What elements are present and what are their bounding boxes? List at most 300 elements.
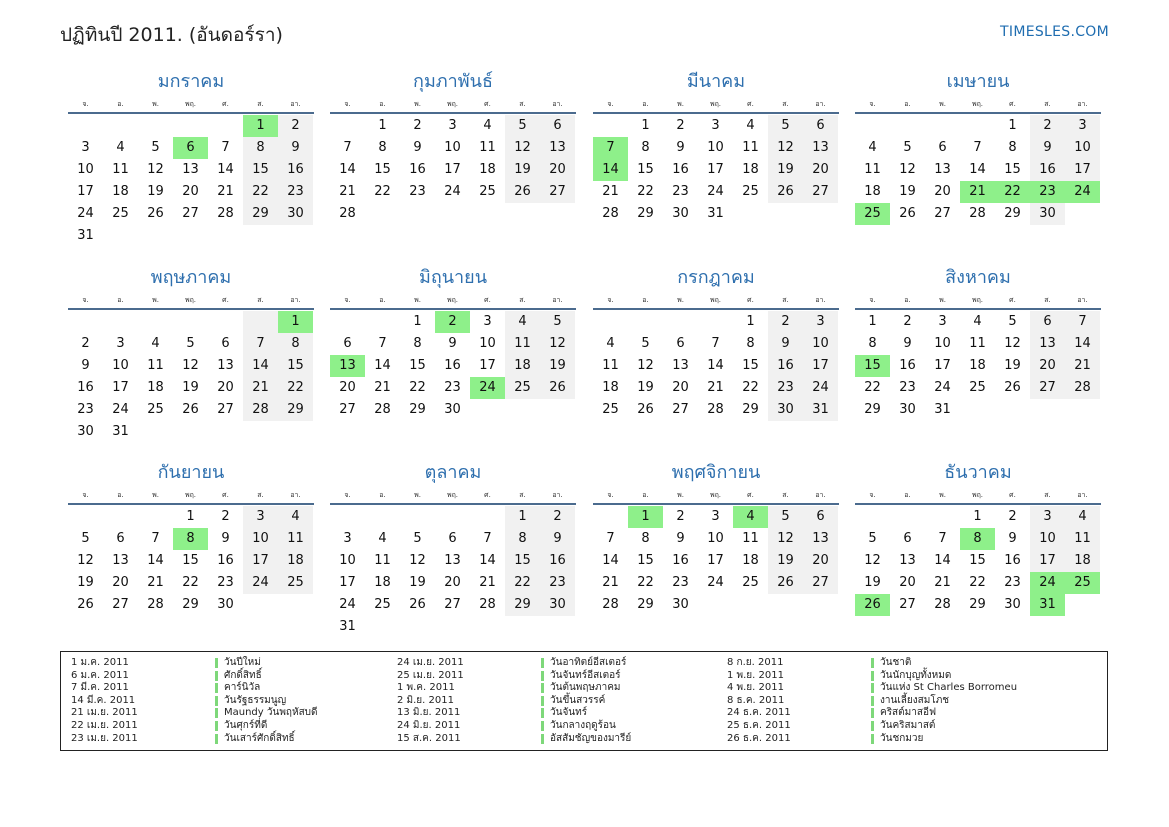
day-cell: 15 — [182, 553, 199, 568]
day-cell: 25 — [855, 203, 890, 225]
weekday-label: ศ. — [747, 296, 754, 304]
weekday-label: อา. — [290, 491, 301, 499]
day-cell: 14 — [1065, 333, 1100, 355]
day-cell: 28 — [934, 597, 951, 612]
day-cell: 11 — [479, 140, 496, 155]
day-cell: 15 — [742, 358, 759, 373]
day-cell: 10 — [77, 162, 94, 177]
weekday-label: จ. — [82, 296, 89, 304]
empty-cell — [540, 616, 575, 638]
day-cell: 30 — [1030, 203, 1065, 225]
day-cell: 11 — [374, 553, 391, 568]
weekday-label: พ. — [152, 100, 159, 108]
holiday-name: วันแห่ง St Charles Borromeu — [880, 682, 1018, 694]
day-cell: 18 — [278, 550, 313, 572]
weekday-label: ส. — [519, 491, 526, 499]
day-cell: 27 — [803, 181, 838, 203]
day-cell: 14 — [217, 162, 234, 177]
day-cell: 27 — [934, 206, 951, 221]
day-cell: 18 — [505, 355, 540, 377]
day-cell: 15 — [1004, 162, 1021, 177]
month-title: เมษายน — [946, 71, 1010, 92]
empty-cell — [540, 399, 575, 421]
day-cell: 7 — [483, 531, 492, 546]
day-grid — [855, 310, 1100, 421]
month-calendar — [330, 266, 576, 421]
weekday-header — [330, 98, 576, 114]
months-grid — [68, 70, 1102, 650]
day-cell: 17 — [1030, 550, 1065, 572]
day-cell: 14 — [243, 355, 278, 377]
weekday-label: พฤ. — [971, 100, 984, 108]
holiday-row — [397, 670, 631, 683]
day-cell: 21 — [1065, 355, 1100, 377]
day-cell: 8 — [1008, 140, 1017, 155]
day-cell: 17 — [707, 162, 724, 177]
holiday-marker — [871, 708, 874, 718]
day-cell: 25 — [147, 402, 164, 417]
day-cell: 13 — [540, 137, 575, 159]
day-cell: 26 — [505, 181, 540, 203]
weekday-label: จ. — [344, 296, 351, 304]
month-calendar — [68, 461, 314, 616]
empty-cell — [505, 399, 540, 421]
day-cell: 10 — [707, 140, 724, 155]
day-cell: 26 — [768, 572, 803, 594]
day-cell: 7 — [221, 140, 230, 155]
weekday-header — [593, 98, 839, 114]
holiday-row — [397, 657, 631, 670]
weekday-header — [330, 489, 576, 505]
day-cell: 1 — [746, 314, 755, 329]
day-cell: 24 — [243, 572, 278, 594]
holiday-date: 7 มี.ค. 2011 — [71, 682, 129, 694]
day-cell: 27 — [803, 572, 838, 594]
day-cell: 2 — [413, 118, 422, 133]
day-cell: 11 — [1065, 528, 1100, 550]
day-cell: 24 — [707, 184, 724, 199]
day-cell: 20 — [444, 575, 461, 590]
day-cell: 5 — [641, 336, 650, 351]
day-cell: 24 — [707, 575, 724, 590]
weekday-header — [855, 98, 1101, 114]
day-cell: 28 — [217, 206, 234, 221]
day-cell: 22 — [182, 575, 199, 590]
weekday-label: พฤ. — [184, 296, 197, 304]
day-cell: 3 — [116, 336, 125, 351]
empty-cell — [208, 311, 243, 333]
day-cell: 1 — [973, 509, 982, 524]
day-cell: 9 — [448, 336, 457, 351]
holiday-marker — [215, 683, 218, 693]
weekday-label: อ. — [117, 100, 124, 108]
day-cell: 10 — [444, 140, 461, 155]
empty-cell — [365, 506, 400, 528]
day-cell: 26 — [409, 597, 426, 612]
day-cell: 17 — [444, 162, 461, 177]
day-cell: 24 — [339, 597, 356, 612]
day-cell: 10 — [1030, 528, 1065, 550]
empty-cell — [173, 115, 208, 137]
day-cell: 31 — [112, 424, 129, 439]
day-grid — [330, 310, 575, 421]
holiday-name: อัสสัมชัญของมารีย์ — [550, 732, 632, 744]
day-cell: 3 — [448, 118, 457, 133]
day-cell: 23 — [1030, 181, 1065, 203]
day-cell: 20 — [182, 184, 199, 199]
brand-link[interactable]: TIMESLES.COM — [1000, 24, 1109, 40]
empty-cell — [470, 616, 505, 638]
weekday-label: อ. — [904, 296, 911, 304]
day-cell: 5 — [1008, 314, 1017, 329]
day-cell: 7 — [343, 140, 352, 155]
day-cell: 17 — [707, 553, 724, 568]
weekday-label: ศ. — [1009, 491, 1016, 499]
day-cell: 22 — [969, 575, 986, 590]
empty-cell — [208, 421, 243, 443]
day-grid — [330, 505, 575, 638]
day-cell: 13 — [803, 528, 838, 550]
day-cell: 12 — [899, 162, 916, 177]
day-cell: 3 — [243, 506, 278, 528]
day-cell: 1 — [641, 118, 650, 133]
holiday-column — [397, 657, 631, 745]
day-cell: 11 — [278, 528, 313, 550]
day-cell: 10 — [934, 336, 951, 351]
holiday-name: วันอาทิตย์อีสเตอร์ — [550, 657, 627, 668]
weekday-label: พฤ. — [184, 100, 197, 108]
day-cell: 1 — [243, 115, 278, 137]
day-cell: 2 — [81, 336, 90, 351]
empty-cell — [698, 594, 733, 616]
day-cell: 21 — [339, 184, 356, 199]
holiday-name: วันขึ้นสวรรค์ — [550, 694, 606, 706]
day-cell: 19 — [505, 159, 540, 181]
day-cell: 19 — [637, 380, 654, 395]
holiday-date: 1 พ.ย. 2011 — [727, 669, 784, 681]
month-title: ธันวาคม — [944, 462, 1012, 483]
weekday-label: ส. — [257, 100, 264, 108]
weekday-label: อ. — [379, 296, 386, 304]
day-cell: 16 — [540, 550, 575, 572]
holiday-marker — [541, 696, 544, 706]
empty-cell — [243, 311, 278, 333]
day-cell: 29 — [969, 597, 986, 612]
empty-cell — [400, 616, 435, 638]
day-cell: 7 — [938, 531, 947, 546]
holiday-row — [727, 670, 1017, 683]
holiday-row — [397, 707, 631, 720]
day-cell: 20 — [803, 159, 838, 181]
day-cell: 3 — [938, 314, 947, 329]
day-cell: 12 — [505, 137, 540, 159]
day-cell: 21 — [960, 181, 995, 203]
day-cell: 12 — [182, 358, 199, 373]
holiday-marker — [541, 658, 544, 668]
day-cell: 19 — [147, 184, 164, 199]
day-grid — [68, 114, 313, 247]
day-cell: 4 — [378, 531, 387, 546]
empty-cell — [138, 311, 173, 333]
day-cell: 14 — [602, 553, 619, 568]
empty-cell — [855, 506, 890, 528]
empty-cell — [960, 399, 995, 421]
holiday-date: 25 เม.ย. 2011 — [397, 669, 464, 681]
day-cell: 30 — [77, 424, 94, 439]
weekday-label: จ. — [344, 100, 351, 108]
day-cell: 13 — [217, 358, 234, 373]
day-cell: 11 — [505, 333, 540, 355]
day-cell: 27 — [899, 597, 916, 612]
day-cell: 1 — [413, 314, 422, 329]
month-title: กันยายน — [157, 462, 225, 483]
holiday-date: 14 มี.ค. 2011 — [71, 694, 136, 706]
holiday-marker — [871, 696, 874, 706]
day-cell: 2 — [278, 115, 313, 137]
weekday-label: จ. — [607, 100, 614, 108]
day-cell: 10 — [479, 336, 496, 351]
empty-cell — [138, 225, 173, 247]
holiday-marker — [215, 708, 218, 718]
day-cell: 9 — [278, 137, 313, 159]
weekday-header — [68, 98, 314, 114]
day-cell: 18 — [742, 553, 759, 568]
day-cell: 17 — [803, 355, 838, 377]
weekday-label: อ. — [379, 100, 386, 108]
day-cell: 8 — [960, 528, 995, 550]
day-cell: 23 — [672, 575, 689, 590]
weekday-label: พ. — [414, 296, 421, 304]
day-cell: 23 — [1004, 575, 1021, 590]
empty-cell — [208, 225, 243, 247]
weekday-label: อ. — [642, 296, 649, 304]
weekday-header — [593, 294, 839, 310]
day-cell: 10 — [339, 553, 356, 568]
day-cell: 5 — [868, 531, 877, 546]
holiday-date: 26 ธ.ค. 2011 — [727, 732, 791, 744]
day-cell: 26 — [147, 206, 164, 221]
holiday-row — [71, 720, 318, 733]
day-cell: 24 — [1030, 572, 1065, 594]
month-title: ตุลาคม — [424, 462, 482, 483]
weekday-label: ศ. — [222, 491, 229, 499]
empty-cell — [470, 506, 505, 528]
day-cell: 3 — [81, 140, 90, 155]
weekday-header — [68, 294, 314, 310]
day-cell: 5 — [768, 506, 803, 528]
holiday-marker — [871, 683, 874, 693]
month-calendar — [593, 70, 839, 225]
weekday-label: พ. — [677, 491, 684, 499]
day-grid — [593, 310, 838, 421]
holiday-date: 15 ส.ค. 2011 — [397, 732, 461, 744]
day-cell: 3 — [711, 118, 720, 133]
weekday-label: อา. — [1077, 100, 1088, 108]
day-cell: 6 — [938, 140, 947, 155]
empty-cell — [628, 311, 663, 333]
day-cell: 6 — [903, 531, 912, 546]
day-cell: 16 — [672, 162, 689, 177]
empty-cell — [593, 311, 628, 333]
day-cell: 8 — [868, 336, 877, 351]
day-cell: 27 — [1030, 377, 1065, 399]
weekday-label: พ. — [414, 100, 421, 108]
day-cell: 28 — [243, 399, 278, 421]
weekday-label: จ. — [82, 491, 89, 499]
day-cell: 7 — [973, 140, 982, 155]
day-cell: 3 — [803, 311, 838, 333]
day-cell: 24 — [934, 380, 951, 395]
empty-cell — [138, 115, 173, 137]
day-cell: 31 — [77, 228, 94, 243]
empty-cell — [1065, 594, 1100, 616]
empty-cell — [1030, 399, 1065, 421]
day-cell: 9 — [1030, 137, 1065, 159]
month-title: กุมภาพันธ์ — [413, 71, 493, 92]
holiday-row — [727, 707, 1017, 720]
day-cell: 29 — [409, 402, 426, 417]
day-cell: 21 — [243, 377, 278, 399]
empty-cell — [698, 311, 733, 333]
empty-cell — [103, 115, 138, 137]
weekday-label: อา. — [552, 296, 563, 304]
empty-cell — [1065, 203, 1100, 225]
day-cell: 4 — [746, 118, 755, 133]
weekday-label: จ. — [869, 100, 876, 108]
day-cell: 29 — [742, 402, 759, 417]
day-cell: 20 — [1030, 355, 1065, 377]
day-cell: 20 — [899, 575, 916, 590]
day-cell: 20 — [672, 380, 689, 395]
day-cell: 12 — [409, 553, 426, 568]
day-cell: 19 — [409, 575, 426, 590]
day-cell: 16 — [768, 355, 803, 377]
day-cell: 23 — [77, 402, 94, 417]
holiday-date: 8 ก.ย. 2011 — [727, 657, 784, 668]
day-cell: 11 — [864, 162, 881, 177]
day-cell: 8 — [413, 336, 422, 351]
weekday-label: ส. — [519, 100, 526, 108]
holiday-date: 1 พ.ค. 2011 — [397, 682, 455, 694]
day-cell: 9 — [81, 358, 90, 373]
weekday-header — [855, 489, 1101, 505]
weekday-label: อ. — [904, 100, 911, 108]
day-cell: 9 — [540, 528, 575, 550]
day-cell: 9 — [903, 336, 912, 351]
day-cell: 4 — [1065, 506, 1100, 528]
day-cell: 12 — [768, 137, 803, 159]
day-cell: 19 — [768, 159, 803, 181]
day-cell: 13 — [182, 162, 199, 177]
day-cell: 30 — [444, 402, 461, 417]
month-calendar — [330, 70, 576, 225]
holiday-row — [397, 695, 631, 708]
weekday-header — [330, 294, 576, 310]
holiday-row — [727, 720, 1017, 733]
weekday-label: ศ. — [484, 491, 491, 499]
day-cell: 5 — [540, 311, 575, 333]
empty-cell — [925, 115, 960, 137]
empty-cell — [960, 115, 995, 137]
empty-cell — [435, 616, 470, 638]
day-cell: 20 — [339, 380, 356, 395]
holiday-row — [727, 695, 1017, 708]
empty-cell — [733, 203, 768, 225]
empty-cell — [103, 311, 138, 333]
day-cell: 24 — [77, 206, 94, 221]
empty-cell — [768, 594, 803, 616]
holiday-row — [397, 682, 631, 695]
holiday-marker — [215, 734, 218, 744]
day-cell: 30 — [768, 399, 803, 421]
day-cell: 28 — [339, 206, 356, 221]
weekday-header — [68, 489, 314, 505]
day-cell: 16 — [1004, 553, 1021, 568]
weekday-label: อา. — [1077, 491, 1088, 499]
holiday-name: ศักดิ์สิทธิ์ — [224, 669, 262, 681]
month-calendar — [330, 461, 576, 638]
day-cell: 18 — [112, 184, 129, 199]
day-cell: 13 — [803, 137, 838, 159]
holiday-row — [727, 733, 1017, 746]
day-cell: 14 — [479, 553, 496, 568]
day-cell: 16 — [899, 358, 916, 373]
day-cell: 7 — [378, 336, 387, 351]
day-cell: 16 — [409, 162, 426, 177]
day-cell: 9 — [221, 531, 230, 546]
weekday-label: พ. — [152, 491, 159, 499]
holiday-date: 6 ม.ค. 2011 — [71, 669, 129, 681]
empty-cell — [173, 225, 208, 247]
holiday-name: วันปีใหม่ — [224, 657, 261, 668]
day-cell: 24 — [470, 377, 505, 399]
weekday-label: พฤ. — [184, 491, 197, 499]
month-title: กรกฎาคม — [677, 267, 755, 288]
day-cell: 26 — [182, 402, 199, 417]
day-cell: 30 — [1004, 597, 1021, 612]
day-cell: 15 — [637, 553, 654, 568]
day-cell: 22 — [637, 575, 654, 590]
holiday-row — [71, 733, 318, 746]
day-cell: 1 — [1008, 118, 1017, 133]
day-cell: 1 — [628, 506, 663, 528]
day-cell: 1 — [505, 506, 540, 528]
holiday-name: คริสต์มาสอีฟ — [880, 707, 937, 719]
empty-cell — [278, 594, 313, 616]
day-cell: 19 — [182, 380, 199, 395]
day-cell: 25 — [278, 572, 313, 594]
holiday-name: วันชาติ — [880, 657, 912, 668]
weekday-label: ศ. — [1009, 296, 1016, 304]
day-cell: 21 — [479, 575, 496, 590]
day-cell: 17 — [934, 358, 951, 373]
weekday-label: อ. — [904, 491, 911, 499]
holiday-row — [71, 695, 318, 708]
holiday-marker — [871, 721, 874, 731]
weekday-label: ศ. — [222, 296, 229, 304]
holiday-marker — [541, 708, 544, 718]
day-cell: 23 — [768, 377, 803, 399]
day-cell: 15 — [374, 162, 391, 177]
month-title: พฤษภาคม — [150, 267, 232, 288]
day-cell: 20 — [803, 550, 838, 572]
month-title: สิงหาคม — [945, 267, 1011, 288]
day-cell: 28 — [1065, 377, 1100, 399]
weekday-label: อา. — [552, 100, 563, 108]
weekday-label: ศ. — [747, 100, 754, 108]
holiday-marker — [541, 671, 544, 681]
day-cell: 5 — [505, 115, 540, 137]
